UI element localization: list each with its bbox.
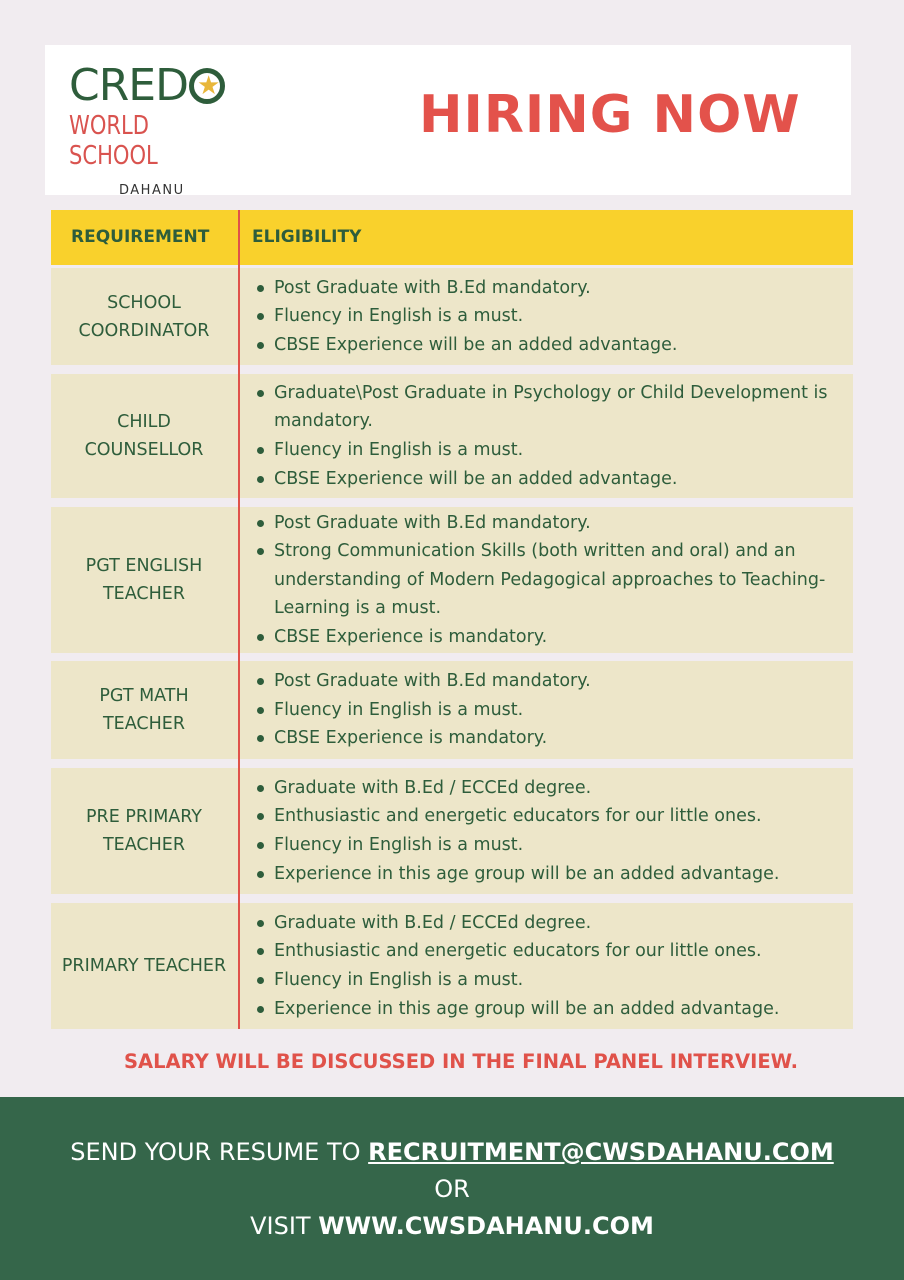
- send-resume-line: [0, 1134, 904, 1171]
- eligibility-list: [255, 379, 845, 493]
- requirement-cell: [51, 507, 237, 653]
- header-card: [45, 45, 851, 198]
- list-item: Post Graduate with B.Ed mandatory.: [255, 274, 845, 303]
- list-item: Fluency in English is a must.: [255, 302, 845, 331]
- eligibility-list: [255, 774, 845, 888]
- logo-location: DAHANU: [119, 183, 185, 198]
- list-item: Graduate with B.Ed / ECCEd degree.: [255, 909, 845, 938]
- list-item: Fluency in English is a must.: [255, 436, 845, 465]
- role-name: PGT MATH TEACHER: [99, 686, 189, 734]
- list-item: Enthusiastic and energetic educators for our little ones.: [255, 802, 845, 831]
- list-item: Fluency in English is a must.: [255, 966, 845, 995]
- page-title: HIRING NOW: [419, 85, 801, 145]
- table-row: [51, 374, 853, 498]
- list-item: CBSE Experience will be an added advantage.: [255, 465, 845, 494]
- list-item: Post Graduate with B.Ed mandatory.: [255, 667, 845, 696]
- eligibility-cell: [255, 374, 845, 498]
- footer: [0, 1097, 904, 1280]
- requirement-cell: [51, 268, 237, 365]
- list-item: Fluency in English is a must.: [255, 831, 845, 860]
- table-row: [51, 507, 853, 653]
- list-item: Post Graduate with B.Ed mandatory.: [255, 509, 845, 538]
- or-text: OR: [434, 1175, 470, 1203]
- list-item: CBSE Experience will be an added advantage.: [255, 331, 845, 360]
- role-name: PRIMARY TEACHER: [61, 956, 227, 976]
- table-row: [51, 268, 853, 365]
- eligibility-header: ELIGIBILITY: [252, 227, 362, 247]
- table-header: [51, 210, 853, 265]
- eligibility-cell: [255, 268, 845, 365]
- list-item: Fluency in English is a must.: [255, 696, 845, 725]
- role-name: SCHOOL COORDINATOR: [78, 292, 210, 341]
- logo-world-school: WORLD SCHOOL: [69, 111, 158, 171]
- table-row: [51, 768, 853, 894]
- logo-star-icon: ★: [189, 68, 225, 104]
- website-link[interactable]: WWW.CWSDAHANU.COM: [318, 1212, 654, 1240]
- requirement-cell: [51, 374, 237, 498]
- table-row: [51, 903, 853, 1029]
- list-item: CBSE Experience is mandatory.: [255, 623, 845, 652]
- column-divider: [238, 210, 240, 1029]
- eligibility-list: [255, 274, 845, 360]
- eligibility-list: [255, 509, 845, 652]
- list-item: Experience in this age group will be an added advantage.: [255, 995, 845, 1024]
- list-item: Graduate with B.Ed / ECCEd degree.: [255, 774, 845, 803]
- email-link[interactable]: RECRUITMENT@CWSDAHANU.COM: [368, 1138, 834, 1166]
- eligibility-list: [255, 667, 845, 753]
- list-item: Strong Communication Skills (both written and oral) and an understanding of Modern Pedagogical approaches to Teaching- Learning is a must.: [255, 537, 845, 623]
- role-name: PRE PRIMARY TEACHER: [85, 807, 202, 855]
- requirement-cell: [51, 768, 237, 894]
- logo-credo-text: CRED: [69, 60, 188, 111]
- eligibility-list: [255, 909, 845, 1023]
- list-item: Enthusiastic and energetic educators for our little ones.: [255, 937, 845, 966]
- list-item: CBSE Experience is mandatory.: [255, 724, 845, 753]
- send-resume-label: SEND YOUR RESUME TO: [70, 1138, 369, 1166]
- requirement-cell: [51, 903, 237, 1029]
- school-logo: [69, 60, 249, 198]
- eligibility-cell: [255, 768, 845, 894]
- requirement-header: REQUIREMENT: [71, 227, 210, 247]
- logo-credo: [69, 60, 249, 111]
- visit-line: [0, 1208, 904, 1245]
- salary-note: SALARY WILL BE DISCUSSED IN THE FINAL PANEL INTERVIEW.: [124, 1050, 798, 1073]
- list-item: Experience in this age group will be an added advantage.: [255, 860, 845, 889]
- visit-label: VISIT: [250, 1212, 319, 1240]
- role-name: CHILD COUNSELLOR: [84, 412, 204, 460]
- requirement-cell: [51, 661, 237, 759]
- eligibility-cell: [255, 507, 845, 653]
- role-name: PGT ENGLISH TEACHER: [85, 556, 203, 604]
- list-item: Graduate\Post Graduate in Psychology or Child Development is mandatory.: [255, 379, 845, 436]
- eligibility-cell: [255, 661, 845, 759]
- eligibility-cell: [255, 903, 845, 1029]
- table-row: [51, 661, 853, 759]
